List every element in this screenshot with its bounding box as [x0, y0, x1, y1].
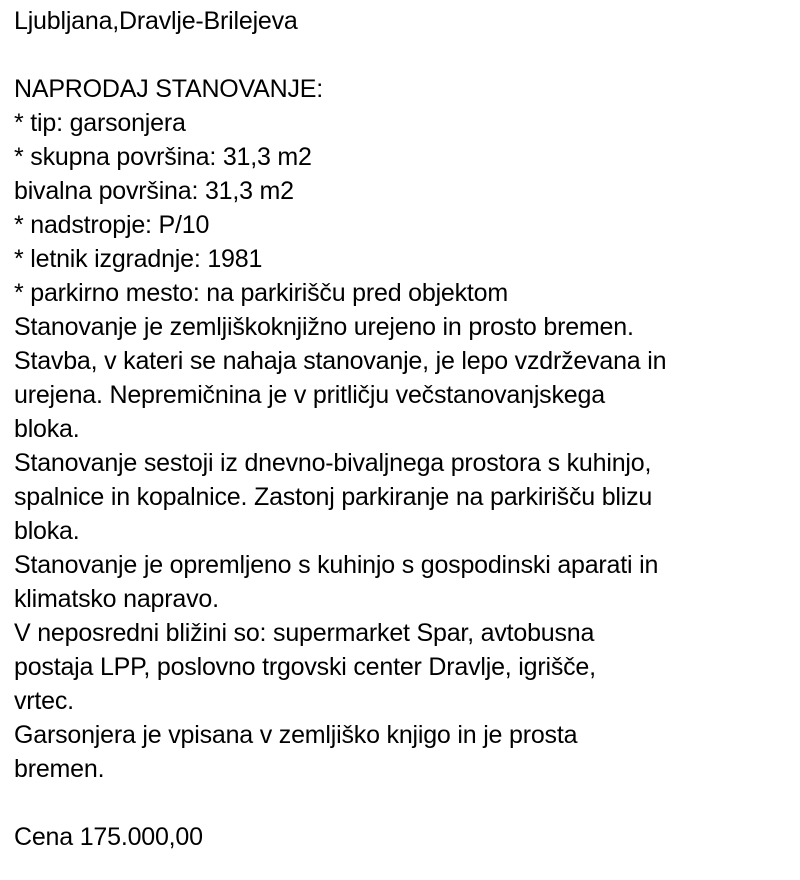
- description-line: Stanovanje je opremljeno s kuhinjo s gospodinski aparati in: [14, 551, 659, 579]
- location-line: Ljubljana,Dravlje-Brilejeva: [14, 7, 298, 35]
- blank-line: [14, 786, 794, 820]
- description-line: bremen.: [14, 755, 105, 783]
- description-line: Stavba, v kateri se nahaja stanovanje, je lepo vzdrževana in: [14, 347, 667, 375]
- description-line: V neposredni bližini so: supermarket Spar, avtobusna: [14, 619, 595, 647]
- description-line: bloka.: [14, 415, 80, 443]
- description-line: bloka.: [14, 517, 80, 545]
- spec-line: * tip: garsonjera: [14, 109, 186, 137]
- spec-line: * parkirno mesto: na parkirišču pred objektom: [14, 279, 509, 307]
- spec-line: * nadstropje: P/10: [14, 211, 210, 239]
- spec-line: bivalna površina: 31,3 m2: [14, 177, 294, 205]
- listing-text: [14, 4, 794, 854]
- description-line: spalnice in kopalnice. Zastonj parkiranje na parkirišču blizu: [14, 483, 653, 511]
- spec-line: * letnik izgradnje: 1981: [14, 245, 263, 273]
- spec-line: * skupna površina: 31,3 m2: [14, 143, 312, 171]
- description-line: Stanovanje je zemljiškoknjižno urejeno in prosto bremen.: [14, 313, 634, 341]
- description-line: klimatsko napravo.: [14, 585, 219, 613]
- blank-line: [14, 38, 794, 72]
- description-line: urejena. Nepremičnina je v pritličju večstanovanjskega: [14, 381, 605, 409]
- description-line: Garsonjera je vpisana v zemljiško knjigo in je prosta: [14, 721, 578, 749]
- description-line: vrtec.: [14, 687, 74, 715]
- price-line: Cena 175.000,00: [14, 823, 203, 851]
- description-line: postaja LPP, poslovno trgovski center Dravlje, igrišče,: [14, 653, 596, 681]
- heading-line: NAPRODAJ STANOVANJE:: [14, 75, 324, 103]
- description-line: Stanovanje sestoji iz dnevno-bivaljnega prostora s kuhinjo,: [14, 449, 652, 477]
